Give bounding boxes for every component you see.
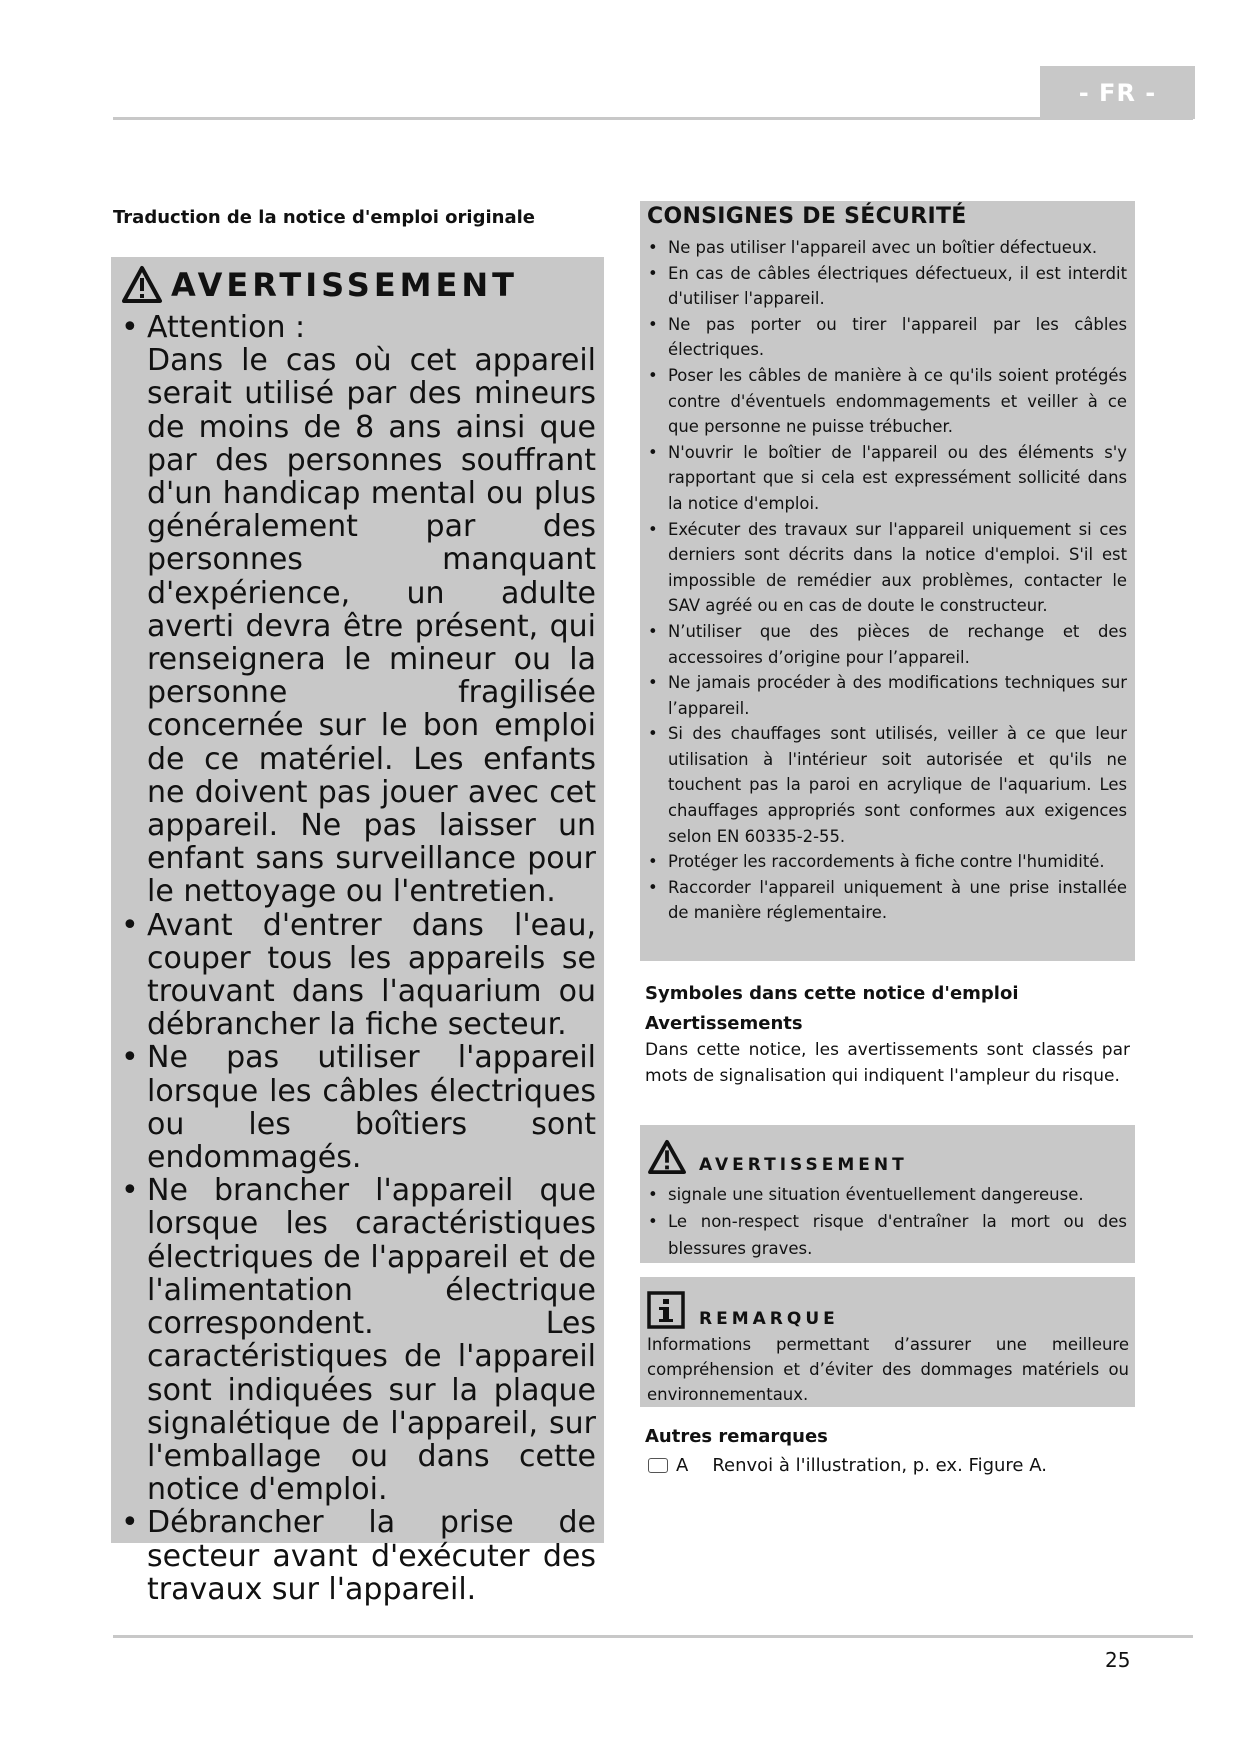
warning-item-label: • Attention : [147, 310, 306, 345]
security-item: • Ne pas utiliser l'appareil avec un boîtier défectueux. [647, 235, 1127, 261]
security-item: • N'ouvrir le boîtier de l'appareil ou des éléments s'y rapportant que si cela est expressément sollicité dans la notice d'emploi. [647, 440, 1127, 517]
warning-example-item: • Le non-respect risque d'entraîner la mort ou des blessures graves. [647, 1208, 1127, 1262]
warning-title: AVERTISSEMENT [699, 1155, 908, 1175]
security-item: • En cas de câbles électriques défectueux, il est interdit d'utiliser l'appareil. [647, 261, 1127, 312]
footer-divider [113, 1635, 1193, 1638]
note-box [640, 1277, 1135, 1407]
security-list [647, 235, 1127, 926]
figure-reference-icon [648, 1458, 668, 1473]
note-text: Informations permettant d’assurer une meilleure compréhension et d’éviter des dommages matériels ou environnementaux. [647, 1335, 1129, 1404]
symbols-title: Symboles dans cette notice d'emploi [645, 983, 1019, 1004]
language-tab: - FR - [1040, 66, 1195, 119]
warning-box-example [640, 1125, 1135, 1263]
security-box [640, 201, 1135, 961]
warning-item: • Ne brancher l'appareil que lorsque les caractéristiques électriques de l'appareil et de l'alimentation électrique correspondent. Les caractéristiques de l'appareil sont indiquées sur la plaque signalétique de l'appareil, sur l'emballage ou dans cette notice d'emploi. [121, 1174, 596, 1506]
warning-example-list [647, 1181, 1127, 1262]
note-heading [647, 1285, 1129, 1329]
warning-list [121, 311, 596, 1606]
note-title: REMARQUE [699, 1309, 839, 1329]
warning-item-text: Dans le cas où cet appareil serait utilisé par des mineurs de moins de 8 ans ainsi que par des personnes souffrant d'un handicap mental ou plus généralement par des personnes manquant d'expérience, un adulte averti devra être présent, qui renseignera le mineur ou la personne fragilisée concernée sur le bon emploi de ce matériel. Les enfants ne doivent pas jouer avec cet appareil. Ne pas laisser un enfant sans surveillance pour le nettoyage ou l'entretien. [147, 343, 596, 910]
warning-box-main [111, 257, 604, 1607]
warning-title: AVERTISSEMENT [171, 266, 518, 304]
security-item: • Si des chauffages sont utilisés, veiller à ce que leur utilisation à l'intérieur soit autorisée et qu'ils ne touchent pas la paroi en acrylique de l'aquarium. Les chauffages appropriés sont conformes aux exigences selon EN 60335-2-55. [647, 721, 1127, 849]
security-item: • N’utiliser que des pièces de rechange et des accessoires d’origine pour l’appareil. [647, 619, 1127, 670]
warning-item: • Ne pas utiliser l'appareil lorsque les câbles électriques ou les boîtiers sont endommagés. [121, 1041, 596, 1174]
warning-item [121, 311, 596, 909]
reference-letter: A [676, 1455, 689, 1476]
document-title: Traduction de la notice d'emploi originale [113, 207, 535, 228]
other-remarks-title: Autres remarques [645, 1426, 828, 1447]
security-item: • Ne pas porter ou tirer l'appareil par les câbles électriques. [647, 312, 1127, 363]
security-item: • Protéger les raccordements à fiche contre l'humidité. [647, 849, 1127, 875]
security-item: • Ne jamais procéder à des modifications techniques sur l’appareil. [647, 670, 1127, 721]
warnings-subtitle: Avertissements [645, 1013, 803, 1034]
warning-item: • Avant d'entrer dans l'eau, couper tous les appareils se trouvant dans l'aquarium ou débrancher la fiche secteur. [121, 909, 596, 1042]
page-number: 25 [1105, 1648, 1131, 1672]
header-divider [113, 117, 1193, 120]
reference-line [648, 1455, 1047, 1476]
warning-triangle-icon [121, 265, 163, 305]
warning-triangle-icon [647, 1139, 687, 1175]
reference-text: Renvoi à l'illustration, p. ex. Figure A. [712, 1455, 1047, 1476]
warning-heading [647, 1135, 1127, 1175]
security-item: • Poser les câbles de manière à ce qu'ils soient protégés contre d'éventuels endommagements et veiller à ce que personne ne puisse trébucher. [647, 363, 1127, 440]
warning-heading [121, 259, 596, 311]
warning-example-item: • signale une situation éventuellement dangereuse. [647, 1181, 1127, 1208]
security-item: • Exécuter des travaux sur l'appareil uniquement si ces derniers sont décrits dans la notice d'emploi. S'il est impossible de remédier aux problèmes, contacter le SAV agréé ou en cas de doute le constructeur. [647, 517, 1127, 619]
security-title: CONSIGNES DE SÉCURITÉ [647, 204, 967, 229]
security-item: • Raccorder l'appareil uniquement à une prise installée de manière réglementaire. [647, 875, 1127, 926]
info-icon [647, 1291, 685, 1329]
warnings-description: Dans cette notice, les avertissements sont classés par mots de signalisation qui indiquent l'ampleur du risque. [645, 1040, 1130, 1086]
warning-item: • Débrancher la prise de secteur avant d'exécuter des travaux sur l'appareil. [121, 1506, 596, 1606]
